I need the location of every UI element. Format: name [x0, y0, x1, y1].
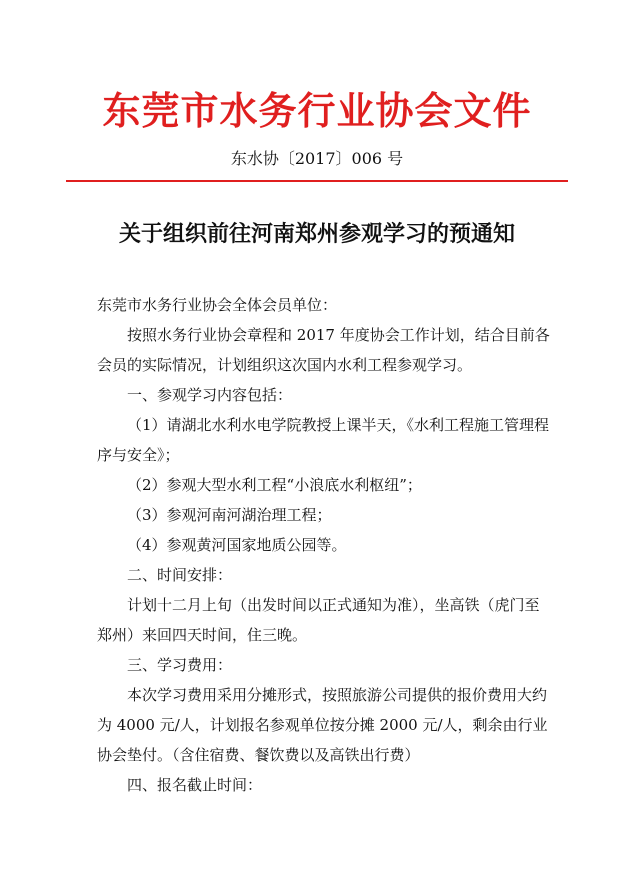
- fees-paragraph: 本次学习费用采用分摊形式，按照旅游公司提供的报价费用大约为 4000 元/人，计划报名参观单位按分摊 2000 元/人，剩余由行业协会垫付。（含住宿费、餐饮费以及高铁出行费）: [97, 686, 548, 764]
- intro-paragraph: 按照水务行业协会章程和 2017 年度协会工作计划，结合目前各会员的实际情况，计划组织这次国内水利工程参观学习。: [97, 326, 550, 374]
- section-heading-deadline: 四、报名截止时间：: [127, 776, 263, 794]
- document-body: [97, 290, 553, 800]
- list-item: （3）参观河南河湖治理工程；: [127, 506, 332, 524]
- salutation: 东莞市水务行业协会全体会员单位：: [97, 296, 338, 314]
- notice-title: 关于组织前往河南郑州参观学习的预通知: [118, 221, 515, 247]
- list-item: （4）参观黄河国家地质公园等。: [127, 536, 347, 554]
- list-item: （1）请湖北水利水电学院教授上课半天，《水利工程施工管理程序与安全》；: [97, 416, 550, 464]
- section-heading-schedule: 二、时间安排：: [127, 566, 233, 584]
- letterhead-divider: [66, 180, 568, 182]
- schedule-paragraph: 计划十二月上旬（出发时间以正式通知为准），坐高铁（虎门至郑州）来回四天时间，住三晚。: [97, 596, 540, 644]
- list-item: （2）参观大型水利工程“小浪底水利枢纽”；: [127, 476, 422, 494]
- letterhead-title: 东莞市水务行业协会文件: [102, 89, 532, 133]
- section-heading-fees: 三、学习费用：: [127, 656, 233, 674]
- document-number: 东水协〔2017〕006 号: [230, 149, 404, 168]
- section-heading-content: 一、参观学习内容包括：: [127, 386, 293, 404]
